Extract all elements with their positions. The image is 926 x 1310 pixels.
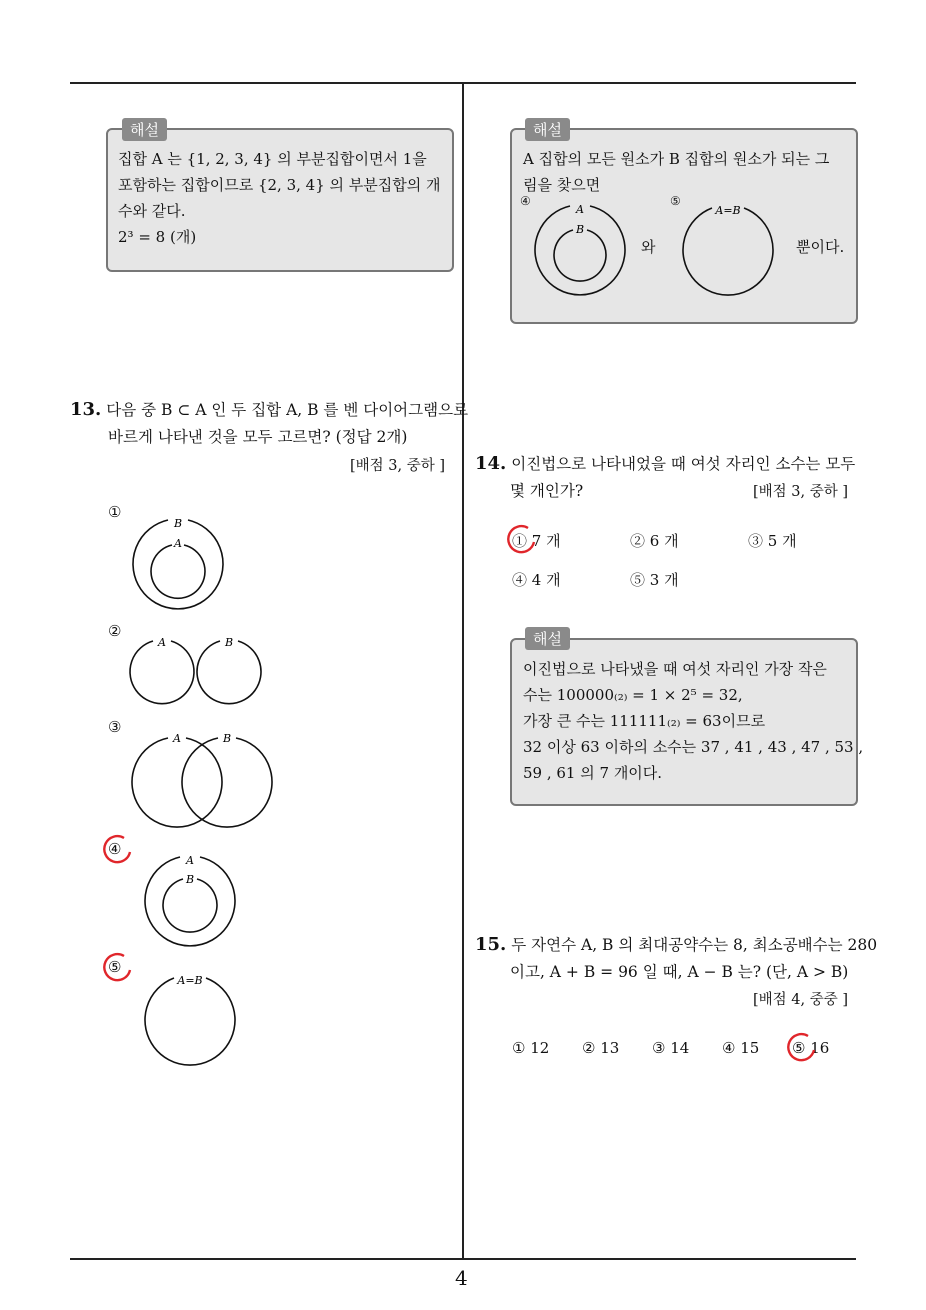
venn-option-3 [128,732,278,832]
solution-line: 2³ = 8 (개) [118,228,197,246]
solution-line: 림을 찾으면 [523,176,601,194]
answer-option[interactable]: ② 6 개 [630,532,679,550]
answer-option[interactable]: ④ 4 개 [512,571,561,589]
circle-b [182,738,272,827]
question-line: 이고, A + B = 96 일 때, A − B 는? (단, A > B) [510,963,849,981]
solution-tag: 해설 [525,627,570,650]
option-number[interactable]: ② [108,622,122,640]
set-label: A [576,203,584,216]
inner-circle [163,879,217,932]
question-meta: [배점 4, 중중 ] [753,992,849,1008]
solution-line: 집합 A 는 {1, 2, 3, 4} 의 부분집합이면서 1을 [118,150,427,168]
solution-line: 59 , 61 의 7 개이다. [523,764,663,782]
solution-line: 가장 큰 수는 111111₍₂₎ = 63이므로 [523,712,766,730]
solution-tag: 해설 [122,118,167,141]
answer-option[interactable]: ② 13 [582,1039,620,1057]
solution-line: A 집합의 모든 원소가 B 집합의 원소가 되는 그 [523,150,830,168]
answer-option[interactable]: ① 7 개 [512,532,561,550]
set-label: B [173,517,183,530]
set-label: B [185,873,195,886]
bottom-rule [70,1258,856,1260]
question-number: 14. [475,453,507,474]
option-number[interactable]: ④ [108,840,122,858]
set-label: A [174,537,182,550]
answer-option[interactable]: ⑤ 3 개 [630,571,679,589]
solution-text-14 [523,656,863,786]
question-meta: [배점 3, 중하 ] [350,458,446,474]
question-line: 다음 중 B ⊂ A 인 두 집합 A, B 를 벤 다이어그램으로 [106,401,469,419]
solution-tag: 해설 [525,118,570,141]
answer-mark-icon [102,834,134,866]
inner-circle [554,230,606,281]
solution-line: 수는 100000₍₂₎ = 1 × 2⁵ = 32, [523,686,743,704]
set-label: A=B [177,974,203,987]
venn-option-5 [140,972,240,1072]
solution-venn-4 [530,200,630,300]
venn-option-2 [128,634,268,710]
question-line: 몇 개인가? [510,482,584,500]
question-number: 13. [70,399,102,420]
figure-number: ④ [520,194,531,208]
ending-text: 뿐이다. [796,238,845,256]
question-number: 15. [475,934,507,955]
solution-line: 수와 같다. [118,202,186,220]
inner-circle [151,545,205,598]
set-label: A [158,636,166,649]
option-number[interactable]: ① [108,503,122,521]
solution-line: 32 이상 63 이하의 소수는 37 , 41 , 43 , 47 , 53 , [523,738,864,756]
circle-b [197,641,261,704]
solution-venn-5 [678,202,778,302]
set-label: B [222,732,232,745]
solution-text-13 [523,146,829,198]
question-15 [475,931,877,986]
connector-text: 와 [641,238,656,256]
venn-option-1 [128,515,228,615]
answer-mark-icon [786,1032,818,1064]
option-number[interactable]: ⑤ [108,958,122,976]
set-label: B [575,223,585,236]
circle-a-equals-b [683,208,773,295]
answer-mark-icon [102,952,134,984]
solution-line: 이진법으로 나타냈을 때 여섯 자리인 가장 작은 [523,660,827,678]
set-label: A [173,732,181,745]
question-line: 이진법으로 나타내었을 때 여섯 자리인 소수는 모두 [511,455,856,473]
option-number[interactable]: ③ [108,718,122,736]
answer-option[interactable]: ⑤ 16 [792,1039,830,1057]
page-number: 4 [455,1266,468,1290]
answer-option[interactable]: ① 12 [512,1039,550,1057]
question-13 [70,396,468,451]
answer-mark-icon [506,524,538,556]
set-label: A [186,854,194,867]
set-label: A=B [715,204,741,217]
answer-option[interactable]: ④ 15 [722,1039,760,1057]
question-line: 바르게 나타낸 것을 모두 고르면? (정답 2개) [108,428,408,446]
answer-option[interactable]: ③ 5 개 [748,532,797,550]
solution-text-12 [118,146,440,250]
set-label: B [224,636,234,649]
column-divider [462,84,464,1260]
circle-a [130,641,194,704]
solution-line: 포함하는 집합이므로 {2, 3, 4} 의 부분집합의 개 [118,176,441,194]
outer-circle [133,520,223,609]
question-meta: [배점 3, 중하 ] [753,484,849,500]
figure-number: ⑤ [670,194,681,208]
circle-a-equals-b [145,978,235,1065]
question-line: 두 자연수 A, B 의 최대공약수는 8, 최소공배수는 280 [511,936,878,954]
circle-a [132,738,222,827]
venn-option-4 [140,852,240,952]
answer-option[interactable]: ③ 14 [652,1039,690,1057]
